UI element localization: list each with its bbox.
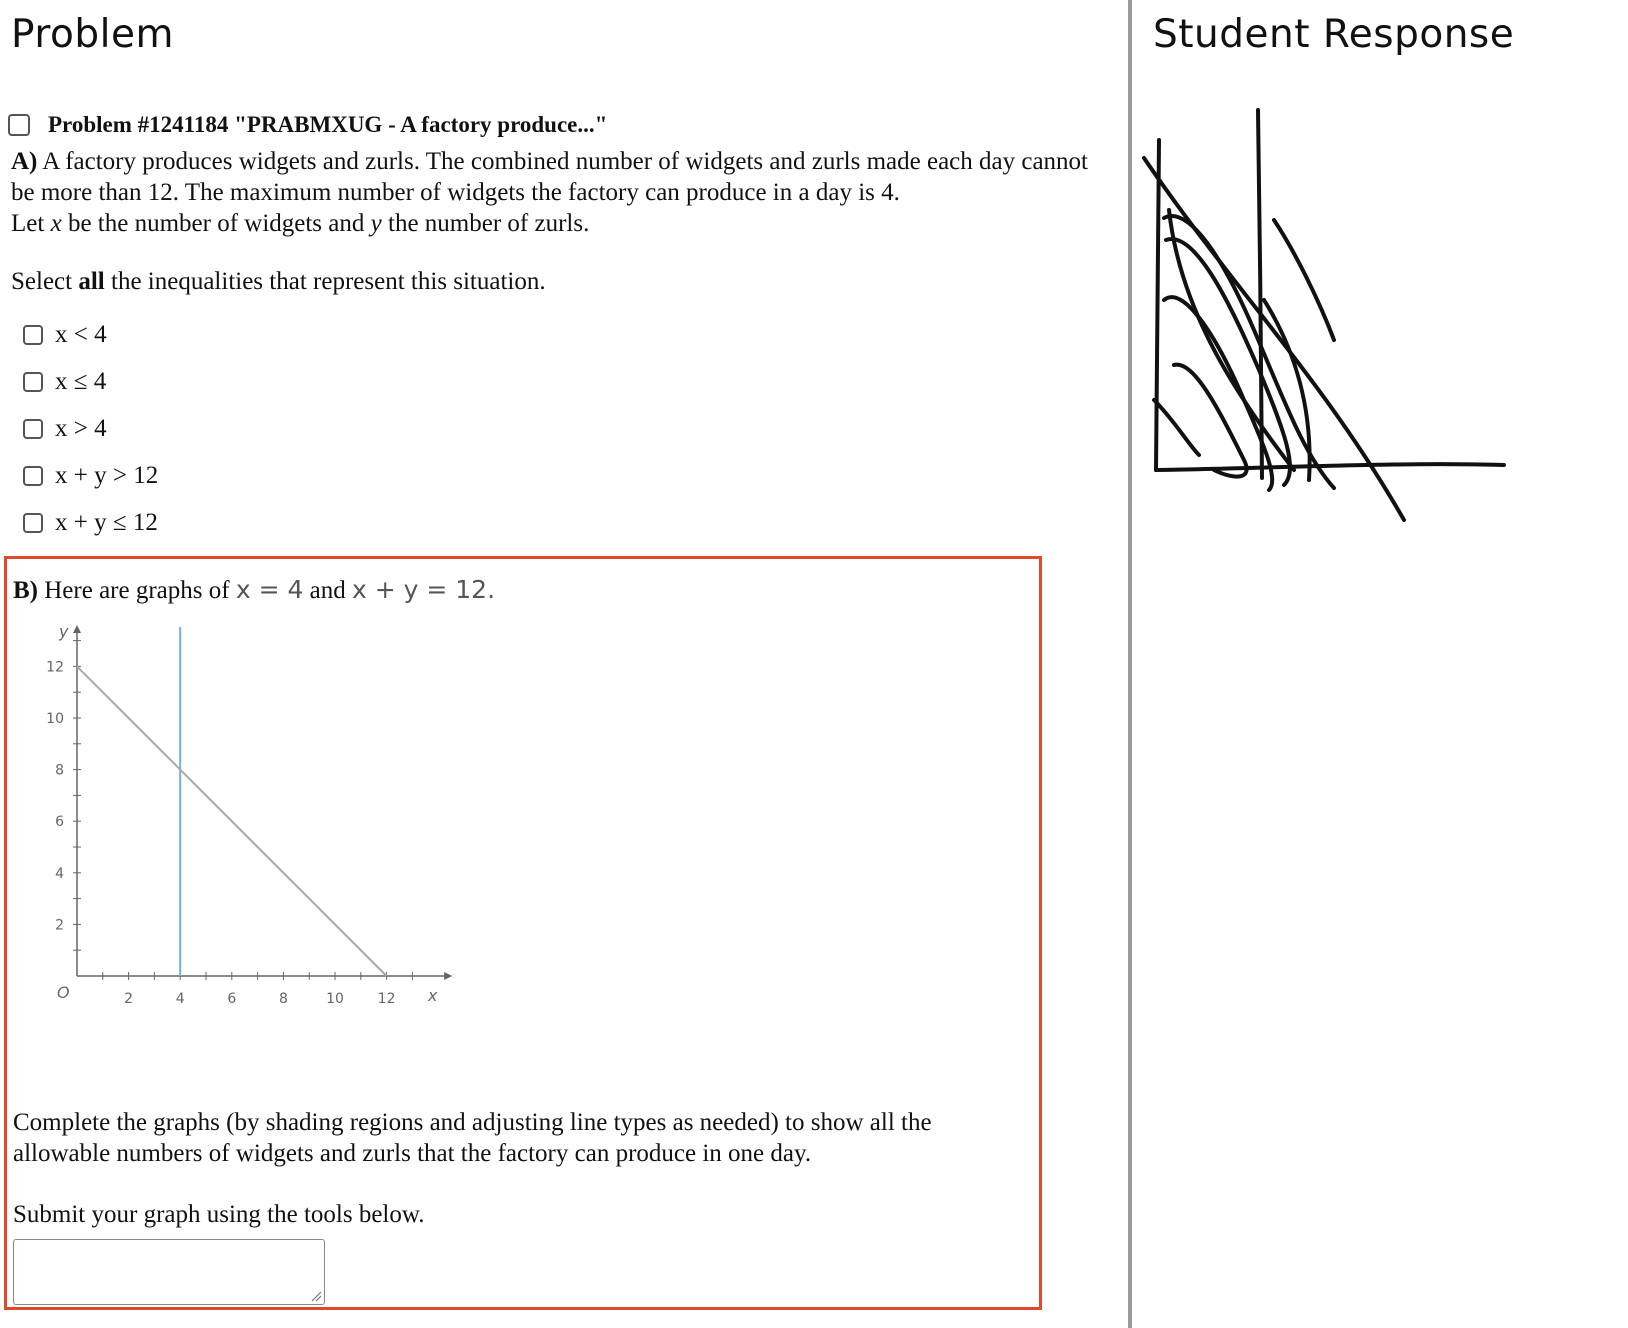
submit-note: Submit your graph using the tools below. (13, 1201, 425, 1228)
part-b-intro (13, 575, 495, 605)
option-x-gt-4[interactable] (23, 405, 158, 452)
intro-mid: and (303, 577, 352, 604)
equation-x-plus-y-12: x + y = 12 (351, 575, 488, 604)
let-prefix: Let (11, 210, 51, 237)
problem-name: Problem #1241184 "PRABMXUG - A factory produce..." (48, 112, 608, 137)
origin-label: O (57, 983, 70, 1002)
sketch-shading-5 (1154, 400, 1199, 455)
sketch-shading-6 (1274, 220, 1334, 340)
select-bold: all (78, 268, 105, 295)
student-response-title: Student Response (1153, 12, 1515, 57)
x-axis-arrow (444, 972, 452, 980)
problem-pane-title: Problem (11, 12, 174, 57)
option-label: x ≤ 4 (55, 367, 107, 395)
select-prefix: Select (11, 268, 79, 295)
option-label: x > 4 (55, 414, 107, 442)
sketch-y-axis (1156, 140, 1159, 470)
option-checkbox[interactable] (23, 419, 43, 439)
var-x: x (50, 210, 62, 237)
equation-x-4: x = 4 (235, 575, 304, 604)
y-tick-label: 10 (46, 711, 64, 727)
option-checkbox[interactable] (23, 325, 43, 345)
x-tick-label: 6 (227, 991, 237, 1007)
y-axis-arrow (73, 625, 81, 633)
part-a-label: A) (11, 148, 38, 175)
option-x-le-4[interactable] (23, 358, 158, 405)
problem-header (8, 112, 607, 138)
option-label: x + y ≤ 12 (55, 508, 158, 536)
option-checkbox[interactable] (23, 513, 43, 533)
option-checkbox[interactable] (23, 466, 43, 486)
let-suffix: the number of zurls. (381, 210, 590, 237)
y-tick-label: 4 (55, 865, 64, 882)
option-checkbox[interactable] (23, 372, 43, 392)
y-tick-label: 8 (55, 762, 64, 779)
sketch-x-axis (1156, 464, 1504, 470)
graph-instructions: Complete the graphs (by shading regions and adjusting line types as needed) to show all the allowable numbers of widgets and zurls that the factory can produce in one day. (13, 1109, 932, 1167)
x-tick-label: 10 (326, 991, 344, 1007)
part-b-label: B) (13, 577, 38, 604)
y-tick-label: 2 (55, 917, 64, 934)
sketch-shading-3 (1164, 297, 1272, 490)
option-xy-le-12[interactable] (23, 499, 158, 546)
option-xy-gt-12[interactable] (23, 452, 158, 499)
problem-select-checkbox[interactable] (8, 114, 30, 136)
part-a-statement: A factory produces widgets and zurls. The combined number of widgets and zurls made each day cannot be more than 12. The maximum number of widgets the factory can produce in a day is 4. (11, 148, 1089, 206)
select-suffix: the inequalities that represent this situation. (104, 268, 546, 295)
y-axis-label: y (59, 622, 69, 641)
intro-prefix: Here are graphs of (38, 577, 236, 604)
var-y: y (370, 210, 382, 237)
x-tick-label: 8 (278, 991, 288, 1007)
student-sketch (1134, 0, 1628, 1328)
x-axis-label: x (427, 986, 438, 1005)
inequality-options (23, 311, 158, 546)
y-tick-label: 6 (55, 814, 64, 831)
pane-divider[interactable] (1128, 0, 1132, 1328)
y-tick-label: 12 (46, 659, 64, 676)
select-prompt (11, 268, 546, 296)
option-x-lt-4[interactable] (23, 311, 158, 358)
coordinate-graph (27, 621, 438, 1031)
part-b-highlight-box (4, 556, 1042, 1310)
x-tick-label: 4 (175, 991, 185, 1007)
student-response-pane (1134, 0, 1628, 1328)
option-label: x < 4 (55, 320, 107, 348)
option-label: x + y > 12 (55, 461, 159, 489)
sketch-shading-7 (1169, 210, 1294, 470)
resize-grip-icon[interactable] (310, 1290, 322, 1302)
x-tick-label: 12 (377, 991, 396, 1007)
answer-textarea[interactable] (13, 1239, 325, 1305)
line-x-plus-y-equals-12 (77, 666, 387, 976)
part-a-text (11, 146, 1111, 239)
let-mid: be the number of widgets and (61, 210, 371, 237)
intro-suffix: . (487, 575, 496, 604)
x-tick-label: 2 (124, 991, 134, 1007)
